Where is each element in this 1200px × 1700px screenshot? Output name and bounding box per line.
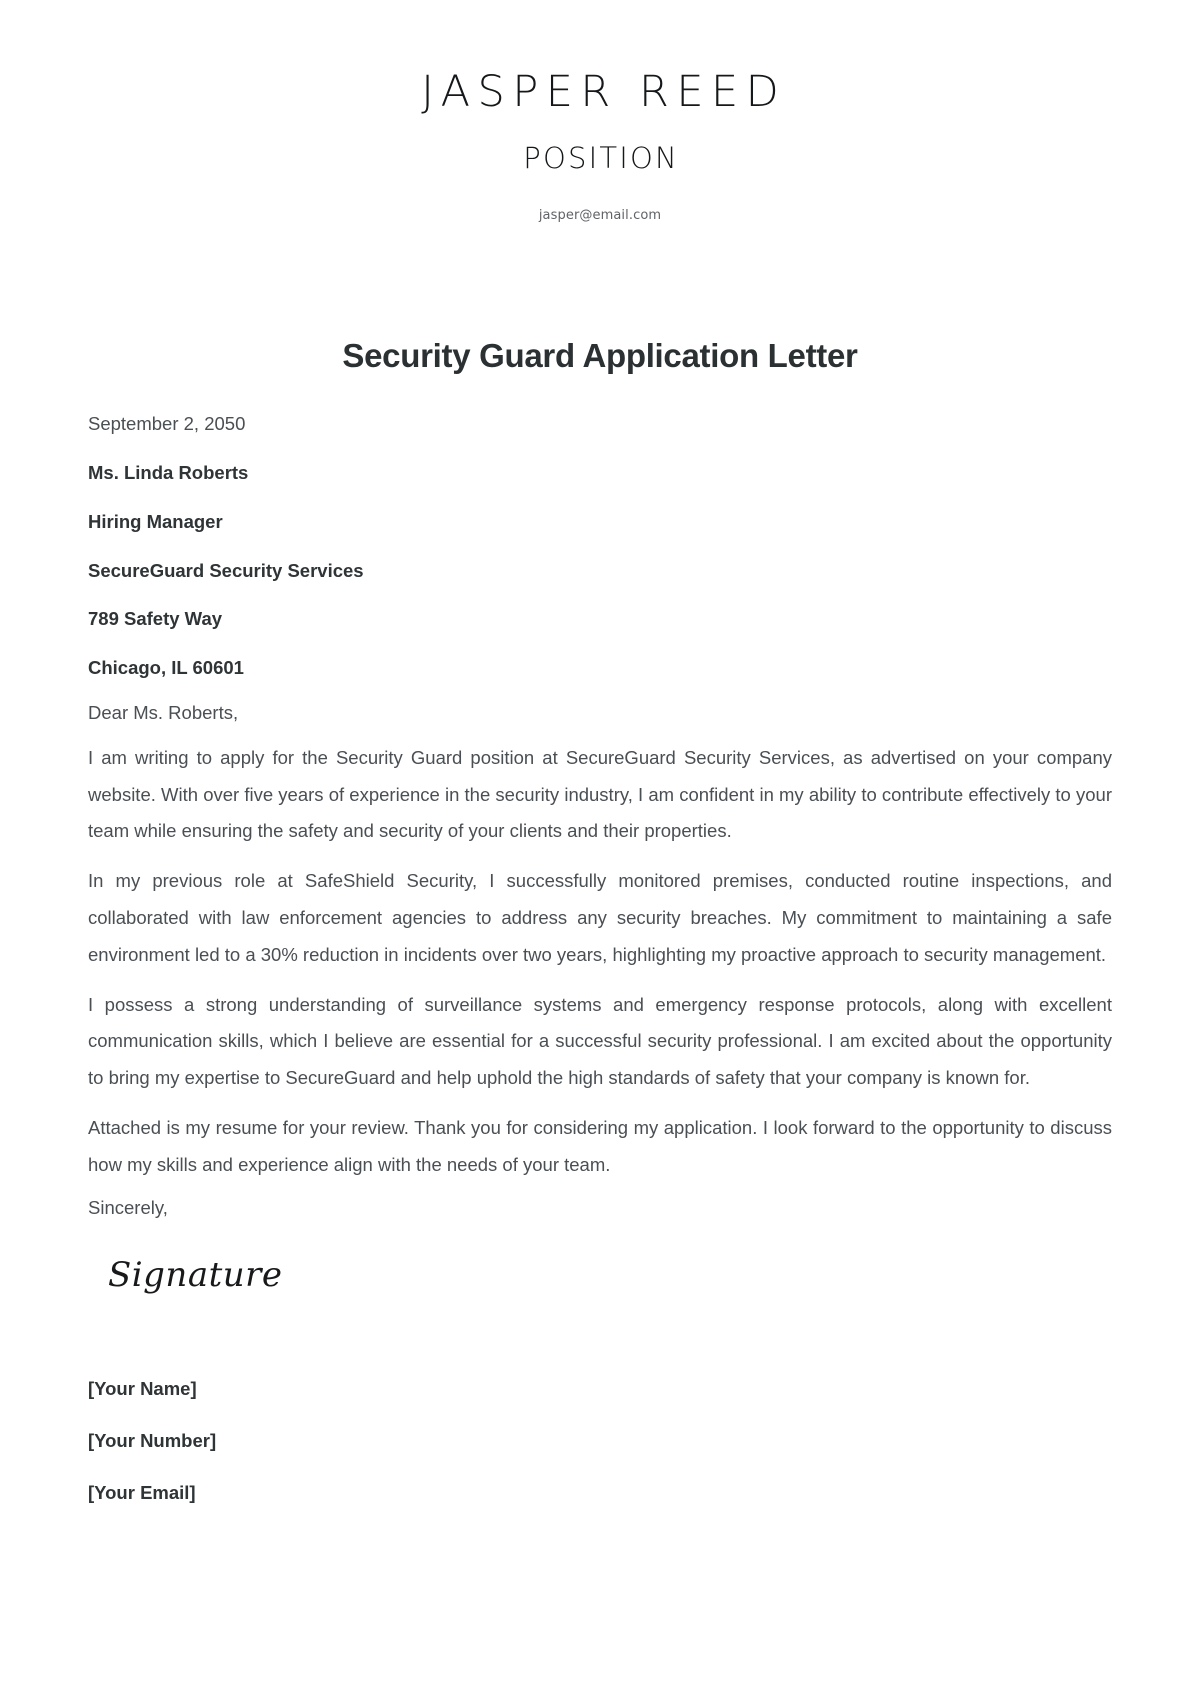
- body-paragraph-2: In my previous role at SafeShield Security, I successfully monitored premises, conducted routine inspections, and collaborated with law enforcement agencies to address any security breaches. My commitment to maintaining a safe environment led to a 30% reduction in incidents over two years, highlighting my proactive approach to security management.: [88, 870, 1112, 965]
- recipient-street: 789 Safety Way: [88, 608, 223, 630]
- body-paragraph-4: Attached is my resume for your review. Thank you for considering my application. I look forward to the opportunity to discuss how my skills and experience align with the needs of your team.: [88, 1117, 1112, 1175]
- placeholder-your-email: [Your Email]: [88, 1481, 196, 1503]
- body-paragraph-3: I possess a strong understanding of surveillance systems and emergency response protocols, along with excellent communication skills, which I believe are essential for a successful security professional. I am excited about the opportunity to bring my expertise to SecureGuard and help uphold the high standards of safety that your company is known for.: [88, 993, 1112, 1089]
- letterhead-name: JASPER REED: [421, 67, 787, 117]
- sender-placeholder-block: [88, 1376, 1112, 1506]
- letterhead-position: POSITION: [523, 141, 679, 176]
- letterhead-email: jasper@email.com: [538, 207, 662, 223]
- recipient-job-title: Hiring Manager: [88, 510, 223, 532]
- signature: Signature: [108, 1254, 283, 1295]
- placeholder-your-number: [Your Number]: [88, 1429, 217, 1451]
- recipient-company: SecureGuard Security Services: [88, 559, 364, 581]
- body-paragraph-1: I am writing to apply for the Security Guard position at SecureGuard Security Services, as advertised on your company website. With over five years of experience in the security industry, I am confident in my ability to contribute effectively to your team while ensuring the safety and security of your clients and their properties.: [88, 746, 1112, 842]
- page-title: Security Guard Application Letter: [342, 336, 858, 374]
- letter-content: [0, 336, 1200, 1507]
- recipient-city-state-zip: Chicago, IL 60601: [88, 657, 244, 679]
- closing-line: Sincerely,: [88, 1196, 168, 1218]
- placeholder-your-name: [Your Name]: [88, 1377, 197, 1399]
- letter-date: September 2, 2050: [88, 413, 246, 435]
- letterhead: [0, 0, 1200, 223]
- salutation: Dear Ms. Roberts,: [88, 701, 239, 723]
- recipient-name: Ms. Linda Roberts: [88, 461, 249, 483]
